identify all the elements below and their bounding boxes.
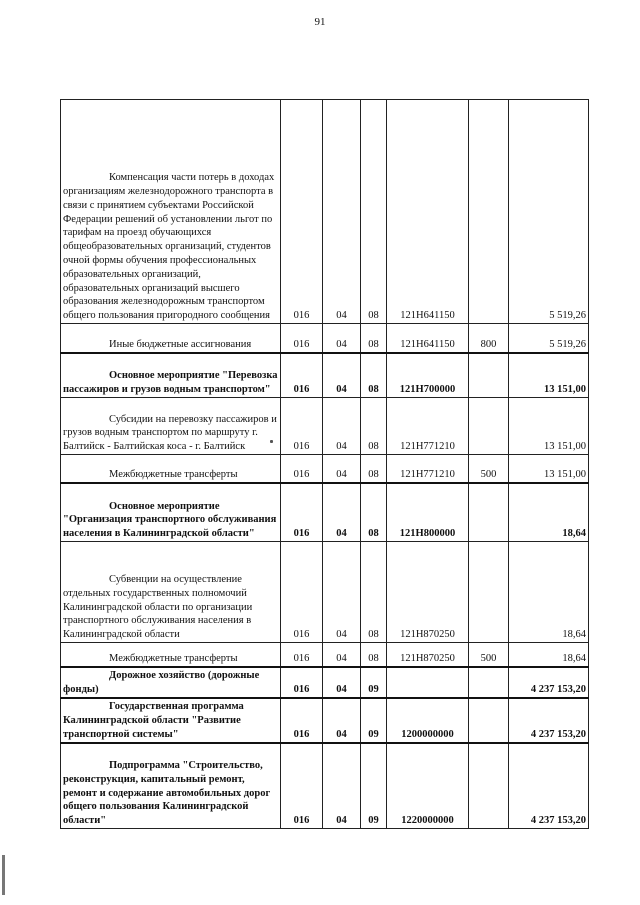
subsection-code: 09 xyxy=(361,667,387,698)
row-name: Субсидии на перевозку пассажиров и грузов водным транспортом по маршруту г. Балтийск - Балтийская коса - г. Балтийск xyxy=(61,398,281,455)
amount-value: 4 237 153,20 xyxy=(509,743,589,829)
subsection-code: 08 xyxy=(361,483,387,542)
ministry-code: 016 xyxy=(281,353,323,398)
section-code: 04 xyxy=(323,667,361,698)
subsection-code: 08 xyxy=(361,542,387,643)
table-row xyxy=(61,455,589,483)
target-article-code: 121Н800000 xyxy=(387,483,469,542)
amount-value: 18,64 xyxy=(509,483,589,542)
table-row xyxy=(61,542,589,643)
budget-table xyxy=(60,99,589,829)
row-name: Межбюджетные трансферты xyxy=(61,455,281,483)
section-code: 04 xyxy=(323,100,361,324)
target-article-code: 121Н870250 xyxy=(387,542,469,643)
section-code: 04 xyxy=(323,483,361,542)
expense-type-code xyxy=(469,353,509,398)
amount-value: 4 237 153,20 xyxy=(509,698,589,743)
subsection-code: 08 xyxy=(361,353,387,398)
expense-type-code xyxy=(469,100,509,324)
amount-value: 5 519,26 xyxy=(509,100,589,324)
ministry-code: 016 xyxy=(281,398,323,455)
ministry-code: 016 xyxy=(281,667,323,698)
table-row xyxy=(61,324,589,353)
expense-type-code xyxy=(469,483,509,542)
section-code: 04 xyxy=(323,455,361,483)
table-row xyxy=(61,643,589,667)
target-article-code: 121Н700000 xyxy=(387,353,469,398)
target-article-code: 121Н641150 xyxy=(387,324,469,353)
ministry-code: 016 xyxy=(281,483,323,542)
table-row xyxy=(61,698,589,743)
target-article-code: 121Н641150 xyxy=(387,100,469,324)
amount-value: 5 519,26 xyxy=(509,324,589,353)
section-code: 04 xyxy=(323,542,361,643)
row-name: Субвенции на осуществление отдельных государственных полномочий Калининградской области по организации транспортного обслуживания населения в Калининградской области xyxy=(61,542,281,643)
table-row xyxy=(61,100,589,324)
ministry-code: 016 xyxy=(281,455,323,483)
ministry-code: 016 xyxy=(281,542,323,643)
subsection-code: 08 xyxy=(361,100,387,324)
subsection-code: 08 xyxy=(361,455,387,483)
table-row xyxy=(61,483,589,542)
ministry-code: 016 xyxy=(281,643,323,667)
subsection-code: 09 xyxy=(361,698,387,743)
row-name: Основное мероприятие "Организация транспортного обслуживания населения в Калининградской области" xyxy=(61,483,281,542)
amount-value: 4 237 153,20 xyxy=(509,667,589,698)
row-name: Межбюджетные трансферты xyxy=(61,643,281,667)
ministry-code: 016 xyxy=(281,324,323,353)
subsection-code: 08 xyxy=(361,324,387,353)
amount-value: 18,64 xyxy=(509,643,589,667)
expense-type-code: 800 xyxy=(469,324,509,353)
table-row xyxy=(61,353,589,398)
expense-type-code: 500 xyxy=(469,643,509,667)
subsection-code: 08 xyxy=(361,643,387,667)
section-code: 04 xyxy=(323,398,361,455)
row-name: Иные бюджетные ассигнования xyxy=(61,324,281,353)
row-name: Подпрограмма "Строительство, реконструкция, капитальный ремонт, ремонт и содержание автомобильных дорог общего пользования Калининградской области" xyxy=(61,743,281,829)
expense-type-code xyxy=(469,398,509,455)
expense-type-code xyxy=(469,743,509,829)
row-name: Дорожное хозяйство (дорожные фонды) xyxy=(61,667,281,698)
ministry-code: 016 xyxy=(281,698,323,743)
expense-type-code xyxy=(469,698,509,743)
expense-type-code xyxy=(469,542,509,643)
table-row xyxy=(61,667,589,698)
scan-speck xyxy=(270,440,273,443)
target-article-code: 121Н771210 xyxy=(387,455,469,483)
amount-value: 13 151,00 xyxy=(509,455,589,483)
amount-value: 18,64 xyxy=(509,542,589,643)
subsection-code: 09 xyxy=(361,743,387,829)
page-number: 91 xyxy=(314,16,326,28)
scan-edge-mark xyxy=(2,855,5,895)
target-article-code: 121Н870250 xyxy=(387,643,469,667)
target-article-code xyxy=(387,667,469,698)
row-name: Основное мероприятие "Перевозка пассажиров и грузов водным транспортом" xyxy=(61,353,281,398)
table-row xyxy=(61,743,589,829)
amount-value: 13 151,00 xyxy=(509,353,589,398)
expense-type-code xyxy=(469,667,509,698)
table-row xyxy=(61,398,589,455)
section-code: 04 xyxy=(323,353,361,398)
section-code: 04 xyxy=(323,743,361,829)
ministry-code: 016 xyxy=(281,743,323,829)
target-article-code: 1200000000 xyxy=(387,698,469,743)
target-article-code: 1220000000 xyxy=(387,743,469,829)
section-code: 04 xyxy=(323,698,361,743)
target-article-code: 121Н771210 xyxy=(387,398,469,455)
subsection-code: 08 xyxy=(361,398,387,455)
row-name: Компенсация части потерь в доходах организациям железнодорожного транспорта в связи с принятием субъектами Российской Федерации решений об установлении льгот по тарифам на проезд обучающихся общеобразовательных организаций, студентов очной формы обучения профессиональных образовательных организаций, образовательных организаций высшего образования железнодорожным транспортом общего пользования пригородного сообщения xyxy=(61,100,281,324)
amount-value: 13 151,00 xyxy=(509,398,589,455)
expense-type-code: 500 xyxy=(469,455,509,483)
section-code: 04 xyxy=(323,324,361,353)
section-code: 04 xyxy=(323,643,361,667)
ministry-code: 016 xyxy=(281,100,323,324)
row-name: Государственная программа Калининградской области "Развитие транспортной системы" xyxy=(61,698,281,743)
